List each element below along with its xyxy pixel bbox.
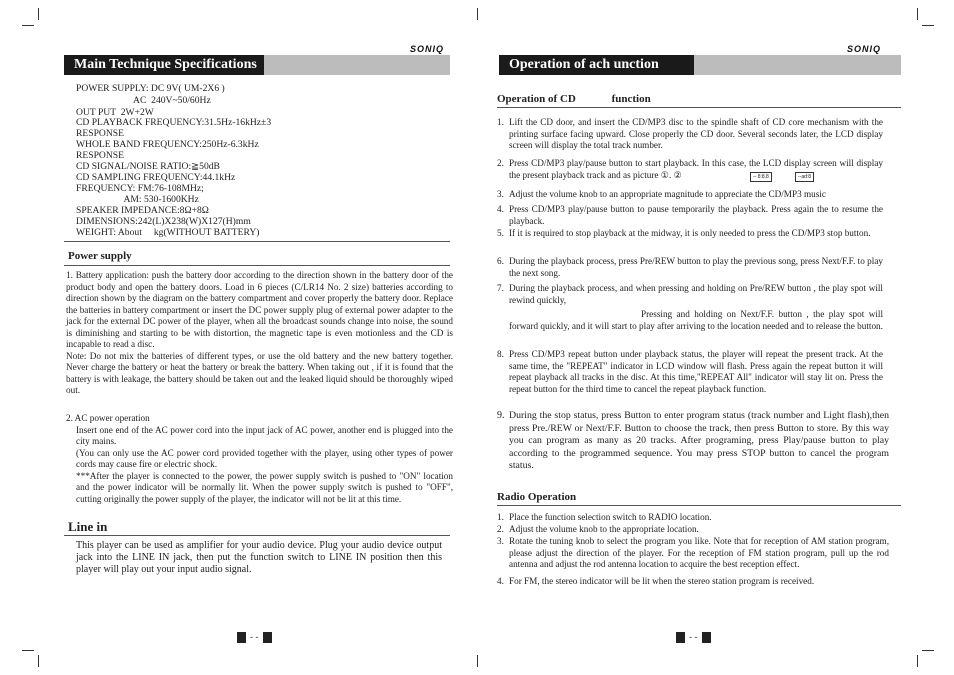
- list-number: 2.: [497, 524, 504, 534]
- spec-line: RESPONSE: [76, 150, 124, 161]
- operation-banner-title: Operation of ach unction: [499, 55, 694, 75]
- list-item: Press CD/MP3 repeat button under playback status, the player will repeat the present track. At the same time, the "REPEAT" indicator in LCD window will flash. Press again the repeat button it will repeat playback all tracks in the disc. At this time,"REPEAT All" indicator will stay lit on. Press the repeat button for the third time to cancel the repeat playback function.: [509, 349, 883, 394]
- list-number: 4.: [497, 204, 504, 214]
- page-number-block: [702, 632, 711, 643]
- list-item: Adjust the volume knob to the appropriate location.: [509, 524, 699, 534]
- list-number: 4.: [497, 576, 504, 586]
- list-item: For FM, the stereo indicator will be lit when the stereo station program is received.: [509, 576, 815, 586]
- line-in-text: This player can be used as amplifier for your audio device. Plug your audio device output jack into the LINE IN jack, then put the function switch to LINE IN position then this player will play out your input audio signal.: [76, 540, 442, 575]
- list-number: 5.: [497, 228, 504, 238]
- power-item-2-p3: ***After the player is connected to the power, the power supply switch is pushed to "ON" location and the power indicator will be normally lit. When the power supply switch is pushed to "OFF", cutting originally the power supply of the player, the indicator will not be lit at this time.: [76, 470, 453, 504]
- power-note: Note: Do not mix the batteries of different types, or use the old battery and the new battery together. Never charge the battery or heat the battery or break the battery. When taking out , if it is found that the battery is with leakage, the battery should be taken out and the leaked liquid should be thoroughly wiped out.: [66, 350, 453, 395]
- page-number-block: [237, 632, 246, 643]
- section-divider: [64, 241, 450, 242]
- spec-line: DIMENSIONS:242(L)X238(W)X127(H)mm: [76, 216, 251, 227]
- list-item: During the playback process, press Pre/REW button to play the previous song, press Next/F.F. to play the next song.: [509, 256, 883, 278]
- radio-operation-heading: Radio Operation: [497, 491, 577, 503]
- power-item-2: [66, 413, 453, 505]
- spec-line: WHOLE BAND FREQUENCY:250Hz-6.3kHz: [76, 139, 259, 150]
- brand-logo: SONIQ: [847, 44, 882, 54]
- power-item-1-text: 1. Battery application: push the battery door according to the direction shown in the battery door of the product body and open the battery doors. Load in 6 pieces (C/LR14 No. 2 size) batteries according to direction shown by the diagram on the battery compartment and cover properly the battery door. Replace the batteries in battery compartment or insert the DC power supply plug of external power adapter to the jack for the external DC power of the player, when all the broadcast sounds change into noise, the sound is diminishing and starting to be with distortion, the magnetic tape is even motionless and the CD is incapable to read a disc.: [66, 270, 453, 349]
- section-divider: [64, 535, 450, 536]
- list-item: Rotate the tuning knob to select the program you like. Note that for reception of AM station program, please adjust the direction of the player. For the reception of FM station program, pull up the rod antenna and adjust the rod antenna location to acquire the best reception effect.: [509, 536, 889, 570]
- power-item-2-p2: (You can only use the AC power cord provided together with the player, using other types of power cords may cause fire or electric shock.: [76, 447, 453, 469]
- list-item: Adjust the volume knob to an appropriate magnitude to appreciate the CD/MP3 music: [509, 189, 826, 199]
- page-number-dash: - -: [689, 632, 698, 642]
- list-item-continued: Pressing and holding on Next/F.F. button , the play spot will forward quickly, and it will start to play after arriving to the location needed and to release the button.: [509, 309, 883, 331]
- brand-logo: SONIQ: [410, 44, 445, 54]
- section-divider: [497, 505, 901, 506]
- spec-line: WEIGHT: About kg(WITHOUT BATTERY): [76, 227, 260, 238]
- lcd-display-picture-1: -- 8:8.8: [750, 172, 772, 182]
- spec-line: OUT PUT 2W+2W: [76, 107, 154, 118]
- section-divider: [64, 265, 450, 266]
- list-number: 6.: [497, 256, 504, 266]
- page-number: [676, 631, 716, 643]
- list-number: 7.: [497, 283, 504, 293]
- spec-line: CD SAMPLING FREQUENCY:44.1kHz: [76, 172, 236, 183]
- list-number: 2.: [497, 158, 504, 168]
- spec-line: CD SIGNAL/NOISE RATIO:≧50dB: [76, 161, 220, 172]
- spec-line: FREQUENCY: FM:76-108MHz;: [76, 183, 204, 194]
- page-number-dash: - -: [250, 632, 259, 642]
- list-number: 1.: [497, 117, 504, 127]
- list-item: Place the function selection switch to RADIO location.: [509, 512, 712, 522]
- list-item: During the playback process, and when pressing and holding on Pre/REW button , the play spot will rewind quickly,: [509, 283, 883, 305]
- lcd-display-picture-2: --ad:8: [795, 172, 814, 182]
- specs-banner-title: Main Technique Specifications: [64, 55, 264, 75]
- right-page: [477, 0, 954, 675]
- list-item: If it is required to stop playback at the midway, it is only needed to press the CD/MP3 stop button.: [509, 228, 871, 238]
- spec-line: AM: 530-1600KHz: [76, 194, 199, 205]
- section-divider: [497, 107, 901, 108]
- power-item-2-title: 2. AC power operation: [66, 413, 150, 423]
- page-number-block: [676, 632, 685, 643]
- list-number: 8.: [497, 349, 504, 359]
- page-number: [237, 631, 277, 643]
- list-item: Press CD/MP3 play/pause button to pause temporarily the playback. Press again the to resume the playback.: [509, 204, 883, 226]
- list-number: 3.: [497, 189, 504, 199]
- line-in-heading: Line in: [68, 519, 108, 534]
- spec-line: SPEAKER IMPEDANCE:8Ω+8Ω: [76, 205, 209, 216]
- list-item-text: Press CD/MP3 play/pause button to start playback. In this case, the LCD display screen will display the present playback track and as picture ①. ②: [509, 158, 883, 180]
- power-item-2-p1: Insert one end of the AC power cord into the input jack of AC power, another end is plugged into the city mains.: [76, 424, 453, 446]
- power-supply-heading: Power supply: [68, 250, 132, 262]
- list-item: During the stop status, press Button to enter program status (track number and Light flash),then press Pre./REW or Next/F.F. Button to choose the track, then press Button to store. By this way you can program as many as 20 tracks. After programing, press Play/pause button to play according to the programmed sequence. You may press STOP button to cancel the program status.: [509, 410, 889, 471]
- cd-operation-heading: Operation of CD function: [497, 93, 651, 105]
- list-number: 9.: [497, 410, 505, 421]
- list-item: [509, 158, 883, 181]
- list-number: 1.: [497, 512, 504, 522]
- power-item-1: [66, 270, 453, 397]
- list-number: 3.: [497, 536, 504, 546]
- spec-line: AC 240V~50/60Hz: [76, 95, 211, 106]
- list-item: Lift the CD door, and insert the CD/MP3 disc to the spindle shaft of CD core mechanism with the printing surface facing upward. Close properly the CD door. Several seconds later, the LCD display screen will display the total track number.: [509, 117, 883, 151]
- page-number-block: [263, 632, 272, 643]
- spec-line: CD PLAYBACK FREQUENCY:31.5Hz-16kHz±3: [76, 117, 272, 128]
- spec-line: RESPONSE: [76, 128, 124, 139]
- spec-line: POWER SUPPLY: DC 9V( UM-2X6 ): [76, 83, 225, 94]
